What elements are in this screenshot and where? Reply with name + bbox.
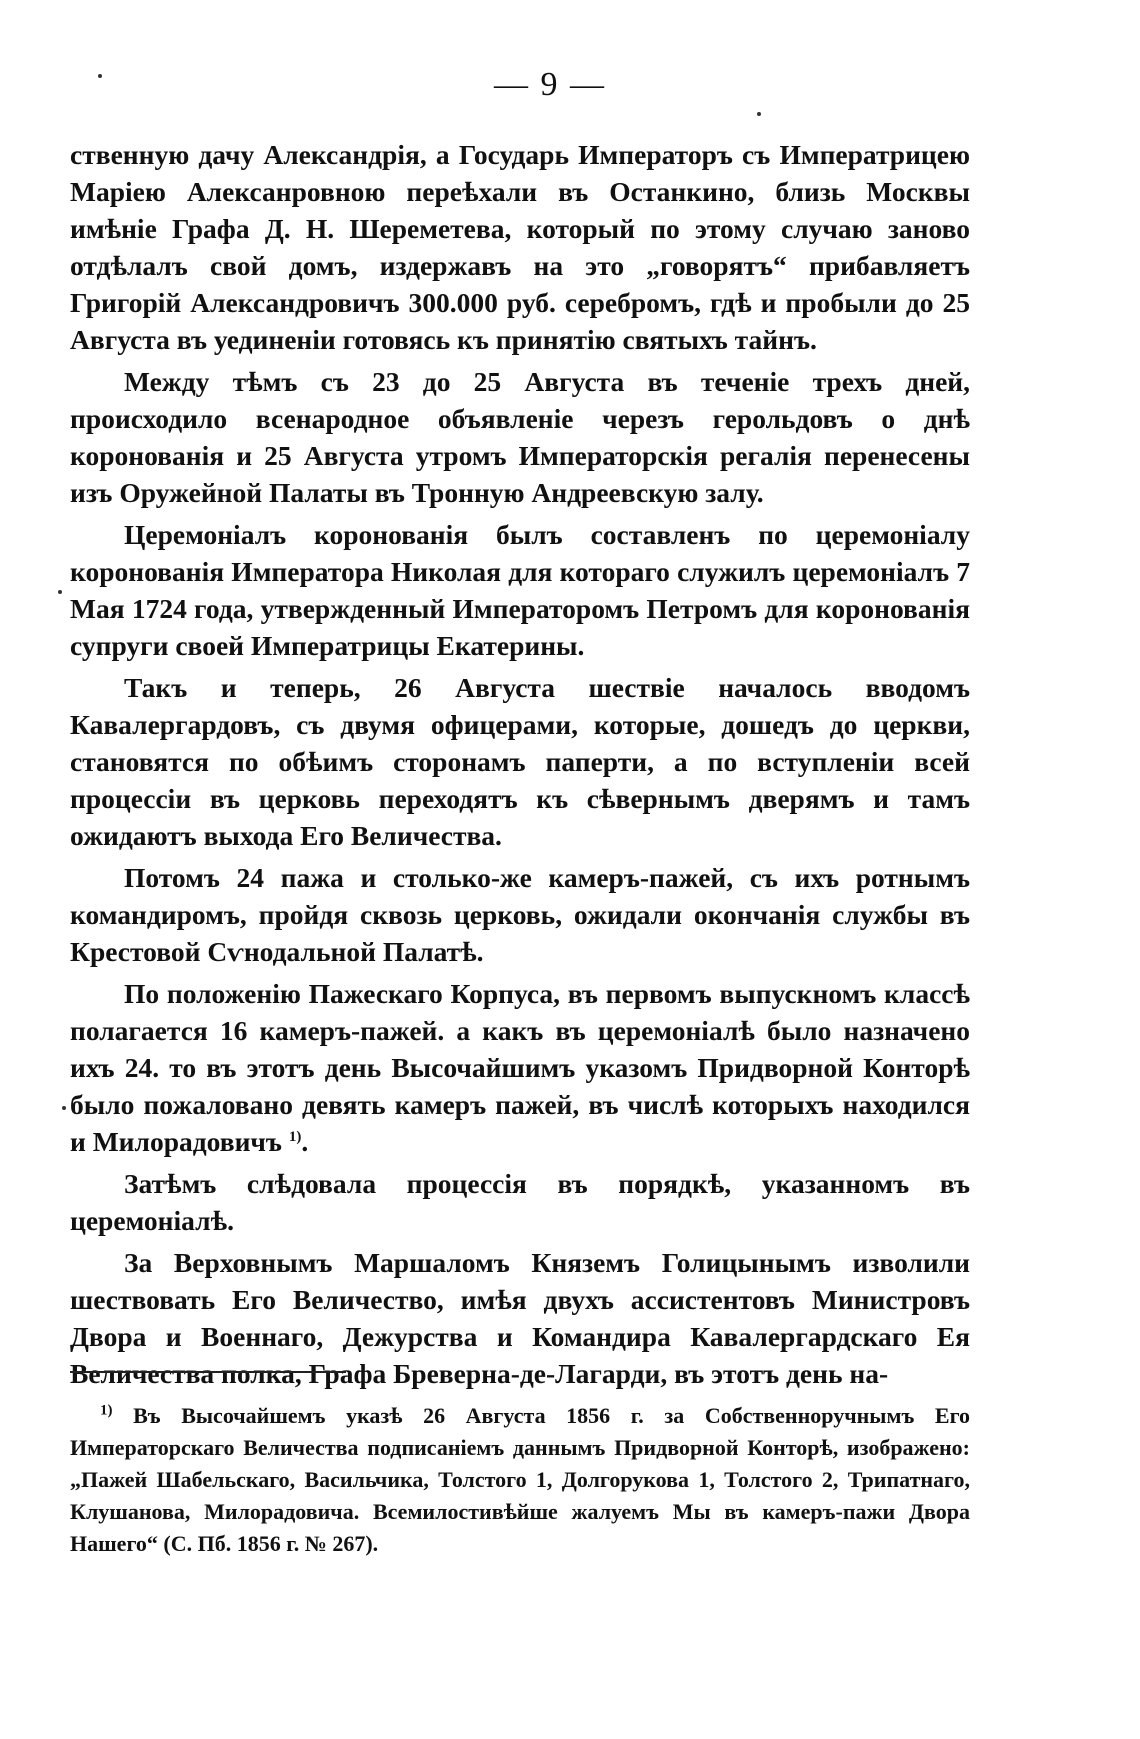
footnote-1 <box>70 1400 970 1560</box>
paragraph-5: Потомъ 24 пажа и столько-же камеръ-пажей, съ ихъ ротнымъ командиромъ, пройдя сквозь церковь, ожидали окончанія службы въ Крестовой Сѵнодальной Палатѣ. <box>70 862 970 967</box>
page-number: — 9 — <box>494 66 606 103</box>
footnote-section <box>70 1400 970 1560</box>
paragraph-6-text: По положенію Пажескаго Корпуса, въ первомъ выпускномъ классѣ полагается 16 камеръ-пажей. а какъ въ церемоніалѣ было назначено ихъ 24. то въ этотъ день Высочайшимъ указомъ Придворной Конторѣ было пожаловано девять камеръ пажей, въ числѣ которыхъ находился и Милорадовичъ <box>70 978 970 1157</box>
paragraph-6: По положенію Пажескаго Корпуса, въ первомъ выпускномъ классѣ полагается 16 камеръ-пажей. а какъ въ церемоніалѣ было назначено ихъ 24. то въ этотъ день Высочайшимъ указомъ Придворной Конторѣ было пожаловано девять камеръ пажей, въ числѣ которыхъ находился и Милорадовичъ $^{1)}$. <box>70 978 970 1157</box>
print-speck <box>98 74 102 78</box>
paragraph-2: Между тѣмъ съ 23 до 25 Августа въ теченіе трехъ дней, происходило всенародное объявленіе черезъ герольдовъ о днѣ коронованія и 25 Августа утромъ Императорскія регалія перенесены изъ Оружейной Палаты въ Тронную Андреевскую залу. <box>70 366 970 508</box>
footnote-divider <box>70 1371 346 1373</box>
print-speck <box>757 112 761 116</box>
print-speck <box>62 1106 66 1110</box>
print-speck <box>58 590 62 594</box>
paragraph-3: Церемоніалъ коронованія былъ составленъ по церемоніалу коронованія Императора Николая для котораго служилъ церемоніалъ 7 Мая 1724 года, утвержденный Императоромъ Петромъ для коронованія супруги своей Императрицы Екатерины. <box>70 519 970 661</box>
paragraph-7: Затѣмъ слѣдовала процессія въ порядкѣ, указанномъ въ церемоніалѣ. <box>70 1168 970 1236</box>
paragraph-4: Такъ и теперь, 26 Августа шествіе началось вводомъ Кавалергардовъ, съ двумя офицерами, которые, дошедъ до церкви, становятся по обѣимъ сторонамъ паперти, а по вступленіи всей процессіи въ церковь переходятъ къ сѣвернымъ дверямъ и тамъ ожидаютъ выхода Его Величества. <box>70 672 970 851</box>
footnote-marker: 1) <box>100 1402 113 1419</box>
main-text <box>70 136 970 1397</box>
paragraph-8: За Верховнымъ Маршаломъ Княземъ Голицынымъ изволили шествовать Его Величество, имѣя двухъ ассистентовъ Министровъ Двора и Военнаго, Дежурства и Командира Кавалергардскаго Ея Величества полка, Графа Бреверна-де-Лагарди, въ этотъ день на- <box>70 1247 970 1389</box>
footnote-text: Въ Высочайшемъ указѣ 26 Августа 1856 г. за Собственноручнымъ Его Императорскаго Величества подписаніемъ даннымъ Придворной Конторѣ, изображено: „Пажей Шабельскаго, Васильчика, Толстого 1, Долгорукова 1, Толстого 2, Трипатнаго, Клушанова, Милорадовича. Всемилостивѣйше жалуемъ Мы въ камеръ-пажи Двора Нашего“ (С. Пб. 1856 г. № 267). <box>70 1403 971 1556</box>
paragraph-1: ственную дачу Александрія, а Государь Императоръ съ Императрицею Маріею Алексанровною переѣхали въ Останкино, близь Москвы имѣніе Графа Д. Н. Шереметева, который по этому случаю заново отдѣлалъ свой домъ, издержавъ на это „говорятъ“ прибавляетъ Григорій Александровичъ 300.000 руб. серебромъ, гдѣ и пробыли до 25 Августа въ уединеніи готовясь къ принятію святыхъ тайнъ. <box>70 139 970 355</box>
footnote-reference: 1) <box>288 1128 302 1145</box>
